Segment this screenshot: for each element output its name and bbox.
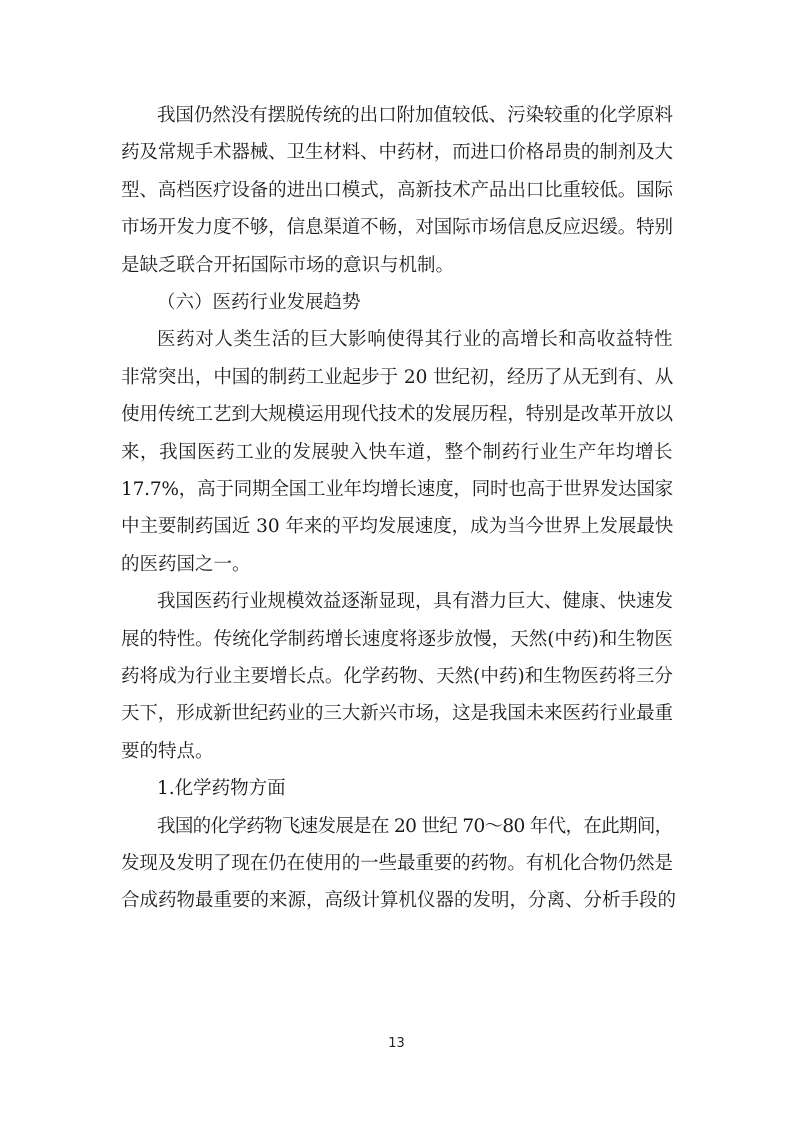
paragraph-line: 市场开发力度不够，信息渠道不畅，对国际市场信息反应迟缓。特别 <box>121 217 673 239</box>
paragraph-line: 中主要制药国近 30 年来的平均发展速度，成为当今世界上发展最快 <box>121 516 674 538</box>
section-heading: 1.化学药物方面 <box>157 778 286 800</box>
section-heading: （六）医药行业发展趋势 <box>157 292 361 313</box>
paragraph-line: 药将成为行业主要增长点。化学药物、天然(中药)和生物医药将三分 <box>121 666 673 687</box>
paragraph-line: 发现及发明了现在仍在使用的一些最重要的药物。有机化合物仍然是 <box>121 853 673 874</box>
paragraph-line: 的医药国之一。 <box>121 553 251 575</box>
page-number: 13 <box>388 1036 405 1051</box>
paragraph-line: 合成药物最重要的来源，高级计算机仪器的发明，分离、分析手段的 <box>121 890 677 912</box>
paragraph-line: 来，我国医药工业的发展驶入快车道，整个制药行业生产年均增长 <box>121 441 674 463</box>
paragraph-line: 非常突出，中国的制药工业起步于 20 世纪初，经历了从无到有、从 <box>121 366 674 388</box>
paragraph-line: 医药对人类生活的巨大影响使得其行业的高增长和高收益特性 <box>157 329 674 351</box>
paragraph-line: 是缺乏联合开拓国际市场的意识与机制。 <box>121 254 455 276</box>
paragraph-line: 使用传统工艺到大规模运用现代技术的发展历程，特别是改革开放以 <box>121 404 673 426</box>
paragraph-line: 型、高档医疗设备的进出口模式，高新技术产品出口比重较低。国际 <box>121 179 673 201</box>
paragraph-line: 我国医药行业规模效益逐渐显现，具有潜力巨大、健康、快速发 <box>157 591 673 613</box>
paragraph-line: 我国的化学药物飞速发展是在 20 世纪 70～80 年代，在此期间， <box>157 815 673 837</box>
paragraph-line: 我国仍然没有摆脱传统的出口附加值较低、污染较重的化学原料 <box>157 105 673 126</box>
paragraph-line: 展的特性。传统化学制药增长速度将逐步放慢，天然(中药)和生物医 <box>121 628 673 650</box>
paragraph-line: 药及常规手术器械、卫生材料、中药材，而进口价格昂贵的制剂及大 <box>121 142 673 164</box>
paragraph-line: 要的特点。 <box>121 740 214 762</box>
paragraph-line: 天下，形成新世纪药业的三大新兴市场，这是我国未来医药行业最重 <box>121 703 673 725</box>
paragraph-line: 17.7%，高于同期全国工业年均增长速度，同时也高于世界发达国家 <box>121 479 674 500</box>
